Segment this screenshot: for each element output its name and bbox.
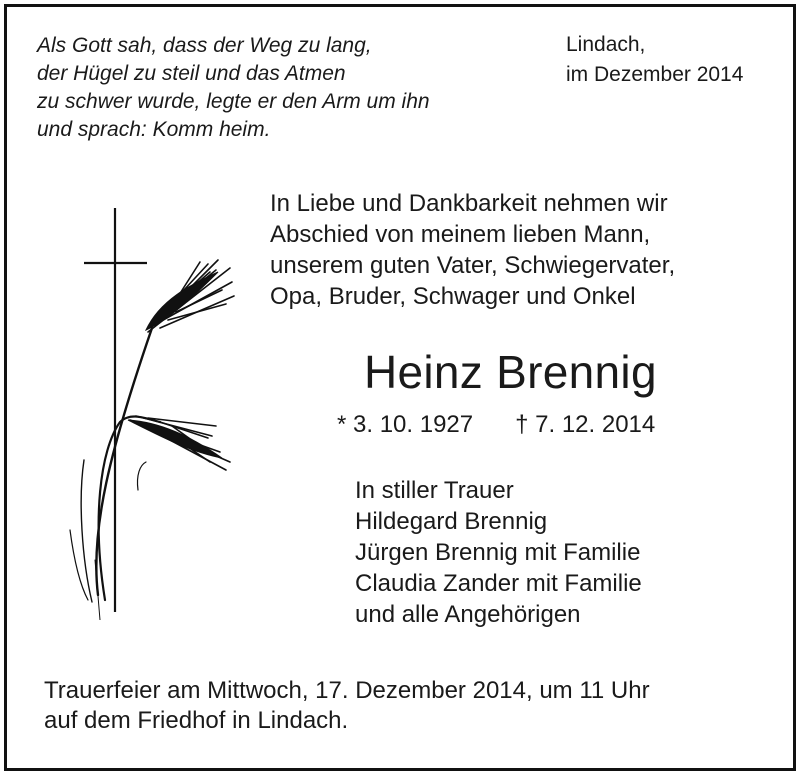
- life-dates: [337, 410, 655, 440]
- intro-line: In Liebe und Dankbarkeit nehmen wir: [270, 190, 668, 217]
- death-date: † 7. 12. 2014: [515, 411, 656, 438]
- funeral-info-block: [44, 676, 650, 736]
- mourner-line: und alle Angehörigen: [355, 601, 581, 628]
- poem-block: [37, 32, 430, 144]
- poem-line: der Hügel zu steil und das Atmen: [37, 62, 346, 85]
- poem-line: Als Gott sah, dass der Weg zu lang,: [37, 34, 372, 57]
- cross-and-wheat-artwork: [40, 200, 240, 620]
- date-text: im Dezember 2014: [566, 63, 744, 86]
- funeral-line: Trauerfeier am Mittwoch, 17. Dezember 2014, um 11 Uhr: [44, 677, 650, 704]
- poem-line: zu schwer wurde, legte er den Arm um ihn: [37, 90, 430, 113]
- mourners-block: [355, 475, 642, 630]
- mourner-line: Claudia Zander mit Familie: [355, 570, 642, 597]
- deceased-name: Heinz Brennig: [364, 346, 657, 398]
- mourner-line: Jürgen Brennig mit Familie: [355, 539, 641, 566]
- intro-line: unserem guten Vater, Schwiegervater,: [270, 252, 676, 279]
- birth-date: * 3. 10. 1927: [337, 411, 474, 438]
- mourner-line: Hildegard Brennig: [355, 508, 548, 535]
- mourner-line: In stiller Trauer: [355, 477, 514, 504]
- cross-icon: [84, 208, 147, 612]
- intro-text-block: [270, 188, 675, 312]
- intro-line: Opa, Bruder, Schwager und Onkel: [270, 283, 636, 310]
- place-date-block: [566, 30, 743, 90]
- wheat-ears-icon: [70, 260, 234, 620]
- intro-line: Abschied von meinem lieben Mann,: [270, 221, 651, 248]
- poem-line: und sprach: Komm heim.: [37, 118, 271, 141]
- funeral-line: auf dem Friedhof in Lindach.: [44, 707, 349, 734]
- place-text: Lindach,: [566, 33, 646, 56]
